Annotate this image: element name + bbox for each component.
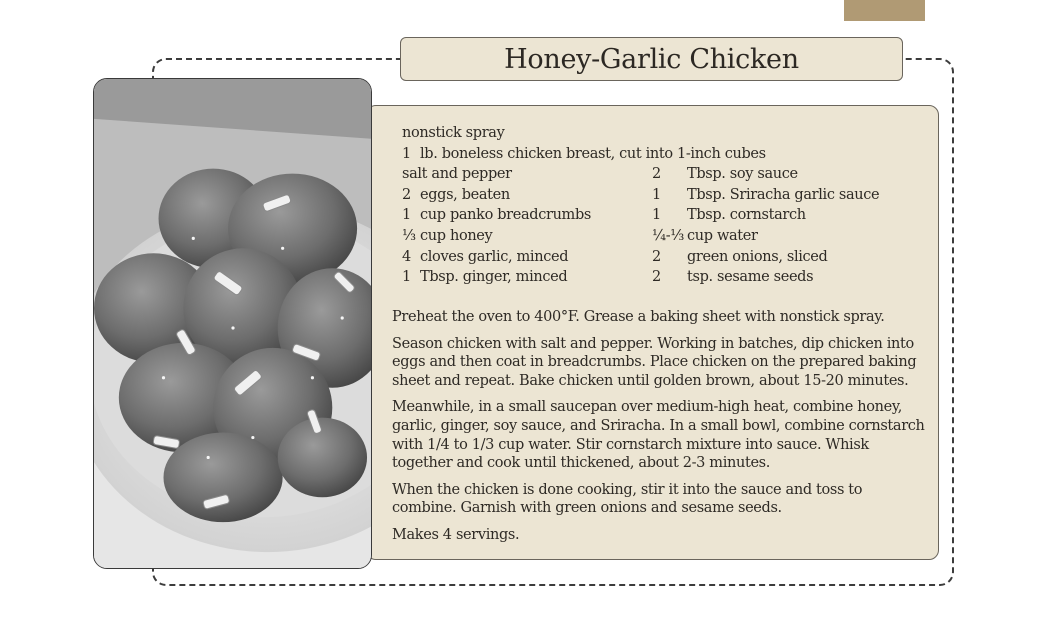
- recipe-photo: [93, 78, 372, 569]
- tab-marker: [844, 0, 925, 21]
- ingredient-qty: 4: [402, 248, 411, 265]
- ingredient-item: [402, 123, 932, 144]
- recipe-title: Honey-Garlic Chicken: [504, 43, 799, 75]
- direction-step: Preheat the oven to 400°F. Grease a baking sheet with nonstick spray.: [392, 309, 885, 325]
- ingredient-item-name: salt and pepper: [402, 166, 512, 183]
- ingredient-item: [402, 205, 652, 226]
- servings-note: Makes 4 servings.: [392, 526, 520, 543]
- ingredient-item: [652, 267, 932, 288]
- ingredient-item: [402, 226, 652, 247]
- directions: [392, 308, 927, 553]
- ingredient-item: [652, 205, 932, 226]
- chicken-dish-image: [94, 79, 371, 568]
- title-box: [400, 37, 903, 81]
- ingredient-item: [652, 247, 932, 268]
- direction-step: When the chicken is done cooking, stir it into the sauce and toss to combine. Garnish with green onions and sesame seeds.: [392, 481, 863, 517]
- ingredient-qty: 2: [652, 248, 661, 265]
- ingredient-qty: 1: [652, 207, 661, 224]
- ingredient-item-name: Tbsp. Sriracha garlic sauce: [687, 186, 880, 203]
- ingredient-qty: 1: [402, 207, 411, 224]
- ingredient-qty: 2: [652, 269, 661, 286]
- ingredient-item-name: nonstick spray: [402, 125, 505, 141]
- ingredient-qty: ⅓: [402, 227, 416, 244]
- ingredient-item: [402, 247, 652, 268]
- ingredient-item: [652, 226, 932, 247]
- ingredient-item: [652, 164, 932, 185]
- ingredient-item-name: cup water: [687, 227, 758, 244]
- ingredient-item: [402, 144, 932, 165]
- ingredient-item: [652, 185, 932, 206]
- direction-step: Season chicken with salt and pepper. Working in batches, dip chicken into eggs and then coat in breadcrumbs. Place chicken on the prepared baking sheet and repeat. Bake chicken until golden brown, about 15-20 minutes.: [392, 335, 917, 389]
- ingredient-item: [402, 164, 652, 185]
- ingredient-item-name: cloves garlic, minced: [420, 248, 569, 265]
- ingredients-list: [402, 123, 932, 288]
- ingredient-item: [402, 185, 652, 206]
- ingredient-item-name: lb. boneless chicken breast, cut into 1-inch cubes: [420, 145, 766, 162]
- ingredients-left-column: [402, 164, 652, 288]
- ingredient-qty: 1: [402, 145, 411, 162]
- ingredient-item-name: tsp. sesame seeds: [687, 269, 814, 286]
- ingredient-qty: 1: [402, 269, 411, 286]
- ingredient-qty: 2: [402, 186, 411, 203]
- ingredient-item-name: green onions, sliced: [687, 248, 828, 265]
- ingredient-item-name: cup panko breadcrumbs: [420, 207, 591, 224]
- ingredient-qty: 1: [652, 186, 661, 203]
- ingredient-qty: 2: [652, 166, 661, 183]
- ingredients-right-column: [652, 164, 932, 288]
- direction-step: Meanwhile, in a small saucepan over medium-high heat, combine honey, garlic, ginger, soy sauce, and Sriracha. In a small bowl, combine cornstarch with 1/4 to 1/3 cup water. Stir cornstarch mixture into sauce. Whisk together and cook until thickened, about 2-3 minutes.: [392, 399, 925, 472]
- ingredient-item-name: eggs, beaten: [420, 186, 510, 203]
- ingredient-item-name: Tbsp. soy sauce: [687, 166, 798, 183]
- ingredient-item-name: Tbsp. ginger, minced: [420, 269, 568, 286]
- ingredient-item-name: Tbsp. cornstarch: [687, 207, 806, 224]
- ingredient-item: [402, 267, 652, 288]
- ingredient-item-name: cup honey: [420, 227, 493, 244]
- ingredient-qty: ¼-⅓: [652, 227, 684, 244]
